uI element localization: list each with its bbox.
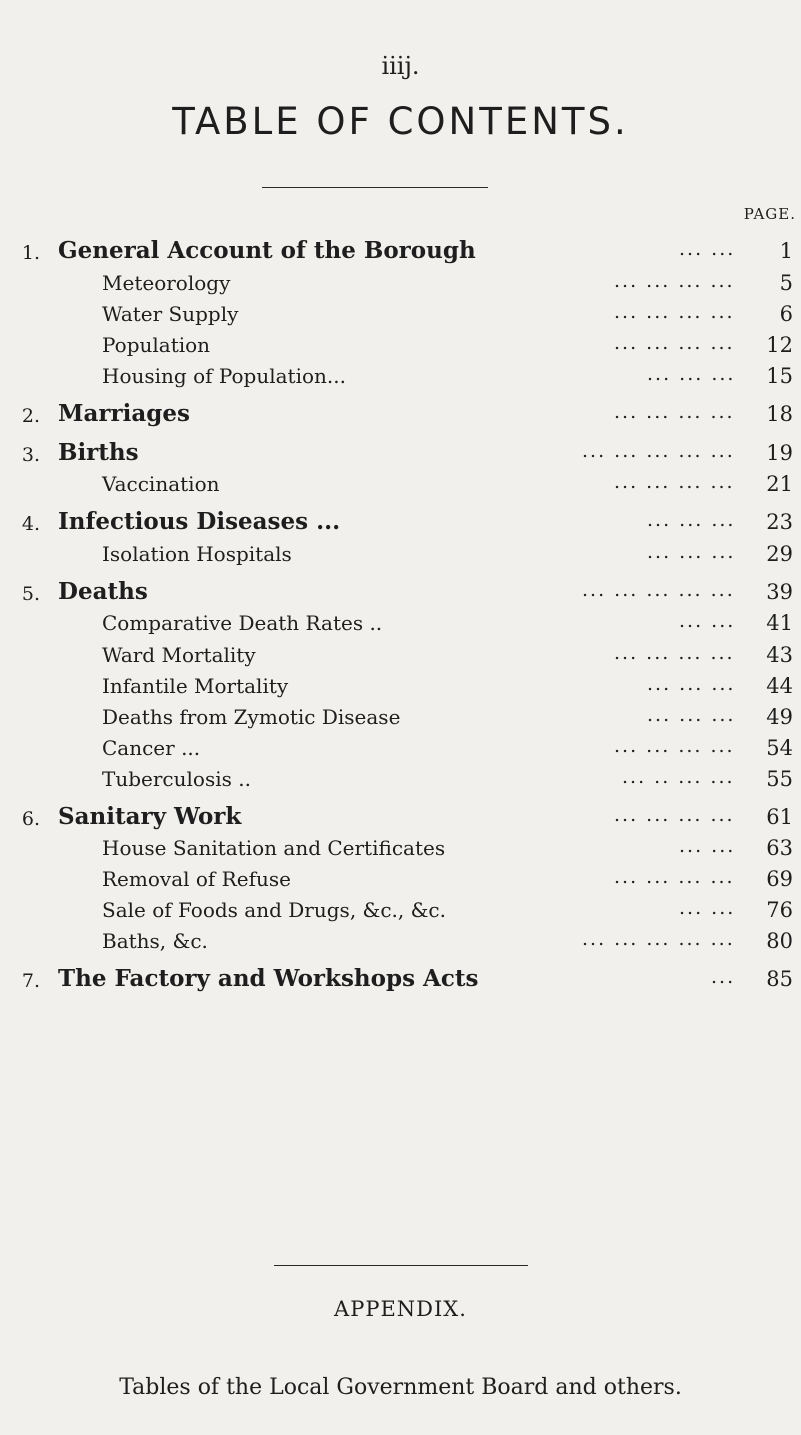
page-number: iiij. xyxy=(381,52,420,80)
toc-entry-water-supply xyxy=(0,297,801,331)
entry-page: 1 xyxy=(779,239,793,263)
entry-label: Marriages xyxy=(58,400,190,427)
entry-leader: ... ... ... ... xyxy=(614,471,735,493)
entry-leader: ... ... ... ... xyxy=(614,642,735,664)
entry-label: Sale of Foods and Drugs, &c., &c. xyxy=(102,898,446,922)
entry-leader: ... xyxy=(711,966,736,988)
toc-entry-infectious-diseases xyxy=(0,505,801,539)
toc-entry-factory-workshops-acts xyxy=(0,962,801,996)
entry-label: Baths, &c. xyxy=(102,929,208,953)
entry-label: Cancer ... xyxy=(102,736,201,760)
entry-page: 18 xyxy=(766,402,793,426)
entry-leader: ... ... ... xyxy=(647,704,736,726)
entry-page: 43 xyxy=(766,643,793,667)
entry-label: Sanitary Work xyxy=(58,803,242,830)
toc-entry-population xyxy=(0,328,801,362)
entry-page: 21 xyxy=(766,472,793,496)
entry-leader: ... ... ... xyxy=(647,509,736,531)
toc-entry-tuberculosis xyxy=(0,762,801,796)
toc-entry-marriages xyxy=(0,397,801,431)
entry-leader: ... ... xyxy=(679,835,736,857)
entry-label: Ward Mortality xyxy=(102,643,256,667)
entry-label: Isolation Hospitals xyxy=(102,542,292,566)
toc-entry-comparative-death-rates xyxy=(0,606,801,640)
entry-page: 76 xyxy=(766,898,793,922)
entry-leader: ... ... ... ... xyxy=(614,735,735,757)
entry-label: General Account of the Borough xyxy=(58,237,476,264)
entry-number: 1. xyxy=(21,242,40,264)
entry-leader: ... ... ... ... xyxy=(614,804,735,826)
entry-label: Deaths xyxy=(58,578,148,605)
toc-entry-cancer xyxy=(0,731,801,765)
entry-page: 61 xyxy=(766,805,793,829)
entry-leader: ... ... ... ... xyxy=(614,332,735,354)
entry-label: Population xyxy=(102,333,211,357)
toc-entry-isolation-hospitals xyxy=(0,537,801,571)
toc-entry-zymotic-disease xyxy=(0,700,801,734)
toc-entry-vaccination xyxy=(0,467,801,501)
entry-page: 19 xyxy=(766,441,793,465)
entry-number: 5. xyxy=(21,583,40,605)
entry-label: Tuberculosis .. xyxy=(102,767,251,791)
entry-page: 54 xyxy=(766,736,793,760)
top-divider xyxy=(262,187,488,188)
entry-page: 49 xyxy=(766,705,793,729)
entry-page: 41 xyxy=(766,611,793,635)
toc-entry-general-account xyxy=(0,234,801,268)
entry-page: 80 xyxy=(766,929,793,953)
entry-leader: ... ... ... ... ... xyxy=(582,579,735,601)
bottom-divider xyxy=(274,1265,528,1266)
entry-page: 69 xyxy=(766,867,793,891)
entry-label: Removal of Refuse xyxy=(102,867,291,891)
entry-label: Comparative Death Rates .. xyxy=(102,611,383,635)
entry-leader: ... ... ... ... xyxy=(614,301,735,323)
entry-page: 29 xyxy=(766,542,793,566)
entry-page: 85 xyxy=(766,967,793,991)
entry-leader: ... ... xyxy=(679,897,736,919)
appendix-note: Tables of the Local Government Board and others. xyxy=(119,1375,682,1400)
entry-number: 6. xyxy=(21,808,40,830)
entry-label: Meteorology xyxy=(102,271,231,295)
entry-label: Infectious Diseases ... xyxy=(58,508,341,535)
toc-entry-infantile-mortality xyxy=(0,669,801,703)
toc-entry-removal-of-refuse xyxy=(0,862,801,896)
entry-page: 44 xyxy=(766,674,793,698)
toc-entry-sale-of-foods xyxy=(0,893,801,927)
entry-leader: ... ... ... ... xyxy=(614,866,735,888)
entry-page: 6 xyxy=(779,302,793,326)
toc-entry-deaths xyxy=(0,575,801,609)
entry-leader: ... ... ... xyxy=(647,673,736,695)
entry-leader: ... ... xyxy=(679,238,736,260)
entry-page: 55 xyxy=(766,767,793,791)
entry-page: 12 xyxy=(766,333,793,357)
entry-leader: ... ... xyxy=(679,610,736,632)
entry-leader: ... .. ... ... xyxy=(622,766,735,788)
entry-leader: ... ... ... ... ... xyxy=(582,440,735,462)
entry-page: 63 xyxy=(766,836,793,860)
entry-leader: ... ... ... ... xyxy=(614,270,735,292)
entry-page: 15 xyxy=(766,364,793,388)
entry-page: 5 xyxy=(779,271,793,295)
appendix-heading: APPENDIX. xyxy=(334,1297,467,1321)
entry-leader: ... ... ... ... ... xyxy=(582,928,735,950)
entry-label: Deaths from Zymotic Disease xyxy=(102,705,401,729)
entry-number: 4. xyxy=(21,513,40,535)
entry-page: 23 xyxy=(766,510,793,534)
entry-number: 3. xyxy=(21,444,40,466)
entry-number: 7. xyxy=(21,970,40,992)
entry-label: Infantile Mortality xyxy=(102,674,289,698)
toc-entry-ward-mortality xyxy=(0,638,801,672)
entry-leader: ... ... ... xyxy=(647,363,736,385)
entry-leader: ... ... ... xyxy=(647,541,736,563)
entry-label: Housing of Population... xyxy=(102,364,346,388)
entry-label: The Factory and Workshops Acts xyxy=(58,965,479,992)
entry-page: 39 xyxy=(766,580,793,604)
toc-entry-baths xyxy=(0,924,801,958)
entry-label: Births xyxy=(58,439,139,466)
page-column-header: PAGE. xyxy=(743,205,796,223)
entry-label: House Sanitation and Certificates xyxy=(102,836,446,860)
entry-leader: ... ... ... ... xyxy=(614,401,735,423)
toc-entry-sanitary-work xyxy=(0,800,801,834)
toc-entry-housing xyxy=(0,359,801,393)
page-title: TABLE OF CONTENTS. xyxy=(172,100,629,143)
toc-entry-house-sanitation xyxy=(0,831,801,865)
toc-entry-meteorology xyxy=(0,266,801,300)
entry-label: Water Supply xyxy=(102,302,239,326)
toc-entry-births xyxy=(0,436,801,470)
entry-label: Vaccination xyxy=(102,472,220,496)
entry-number: 2. xyxy=(21,405,40,427)
